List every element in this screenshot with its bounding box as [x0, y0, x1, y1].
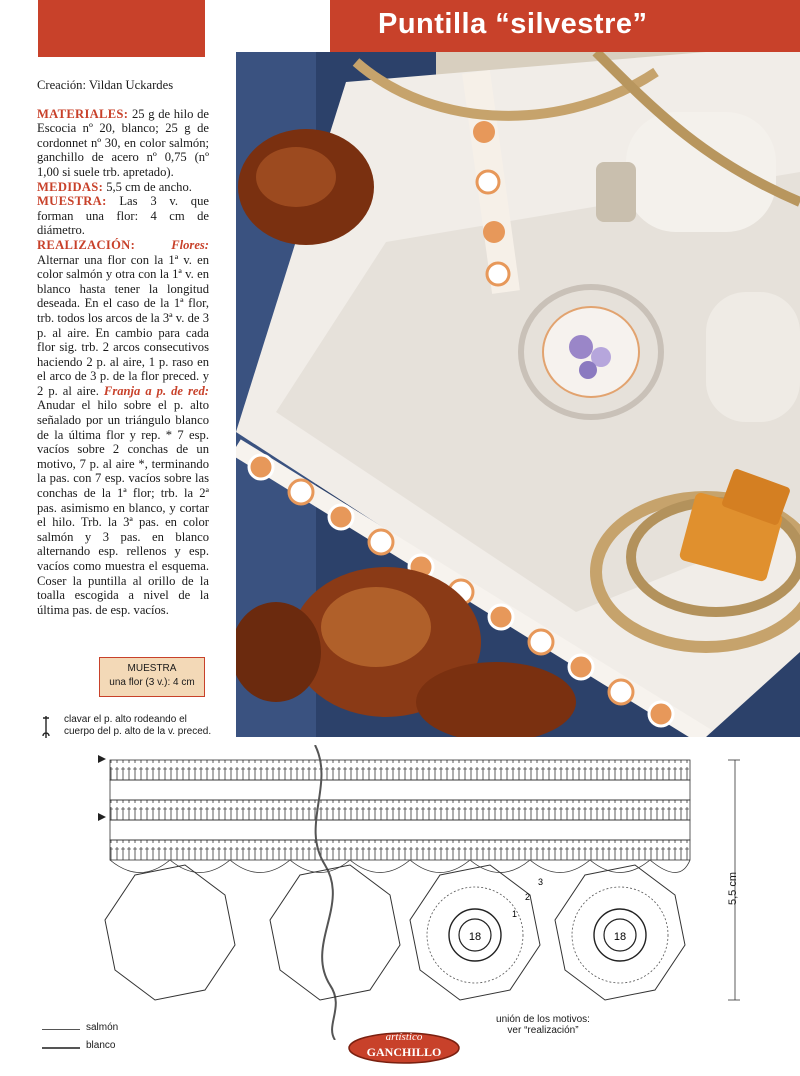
- logo-line2: GANCHILLO: [366, 1045, 442, 1059]
- round-label-1: 1: [512, 909, 518, 919]
- materiales-text: 25 g de hilo de Escocia nº 20, blanco; 25 g de cordonnet nº 30, en color salmón; ganchillo de acero nº 0,75 (nº 1,00 si suele trb. apretado).: [37, 106, 209, 179]
- dimension-label: 5,5 cm: [727, 871, 739, 905]
- header-accent-bar: [38, 0, 205, 57]
- round-label-2: 2: [525, 892, 531, 902]
- medidas-paragraph: [37, 180, 209, 195]
- instructions-column: [37, 78, 209, 617]
- realizacion-paragraph: [37, 238, 209, 617]
- union-label: [478, 1014, 608, 1036]
- flores-text: Alternar una flor con la 1ª v. en color salmón y otra con la 1ª v. en blanco hasta tener la longitud deseada. En el caso de la 1ª flor, trb. todos los arcos de la 3ª v. de 3 p. al aire. En cambio para cada flor sig. trb. 2 arcos consecutivos haciendo 2 p. al aire, 1 p. raso en el arco de 3 p. de la flor preced. y 2 p. al aire.: [37, 252, 209, 398]
- crochet-diagram: [60, 745, 740, 1040]
- center-count-1: 18: [468, 931, 482, 943]
- medidas-label: MEDIDAS:: [37, 179, 104, 194]
- symbol-note-line2: cuerpo del p. alto de la v. preced.: [64, 726, 212, 737]
- round-label-3: 3: [538, 877, 544, 887]
- center-count-2: 18: [613, 931, 627, 943]
- credit: Creación: Vildan Uckardes: [37, 78, 174, 92]
- legend-blanco-label: blanco: [86, 1040, 116, 1051]
- sample-box-title: MUESTRA: [127, 663, 177, 674]
- page-title: Puntilla “silvestre”: [378, 8, 648, 40]
- union-label-line1: unión de los motivos:: [496, 1014, 590, 1025]
- legend-salmon-label: salmón: [86, 1022, 119, 1033]
- muestra-text: Las 3 v. que forman una flor: 4 cm de diámetro.: [37, 194, 209, 238]
- stitch-symbol-icon: [42, 716, 50, 738]
- muestra-label: MUESTRA:: [37, 194, 107, 209]
- flores-label: Flores:: [171, 237, 209, 252]
- materiales-label: MATERIALES:: [37, 106, 129, 121]
- materiales-paragraph: [37, 107, 209, 180]
- realizacion-label: REALIZACIÓN:: [37, 237, 136, 252]
- franja-text: Anudar el hilo sobre el p. alto señalado por un triángulo blanco de la última flor y rep. * 7 esp. vacíos sobre 2 conchas de un motivo, 7 p. al aire *, terminando la pas. con 7 esp. vacíos sobre las conchas de la 1ª flor; trb. la 2ª pas. asimismo en blanco, y cortar el hilo. Trb. la 3ª pas. en color salmón y 3 pas. en blanco alternando esp. rellenos y esp. vacíos como muestra el esquema. Coser la puntilla al orillo de la toalla escogida a nivel de la última pas. de esp. vacíos.: [37, 398, 209, 617]
- muestra-paragraph: [37, 194, 209, 238]
- symbol-note-line1: clavar el p. alto rodeando el: [64, 714, 187, 725]
- medidas-text: 5,5 cm de ancho.: [106, 179, 192, 194]
- sample-box: [99, 657, 205, 697]
- union-label-line2: ver “realización”: [507, 1025, 579, 1036]
- towel-photo: [236, 52, 800, 737]
- logo-line1: artístico: [385, 1031, 423, 1043]
- magazine-logo: [348, 1028, 460, 1064]
- sample-box-value: una flor (3 v.): 4 cm: [109, 677, 195, 688]
- franja-label: Franja a p. de red:: [103, 383, 209, 398]
